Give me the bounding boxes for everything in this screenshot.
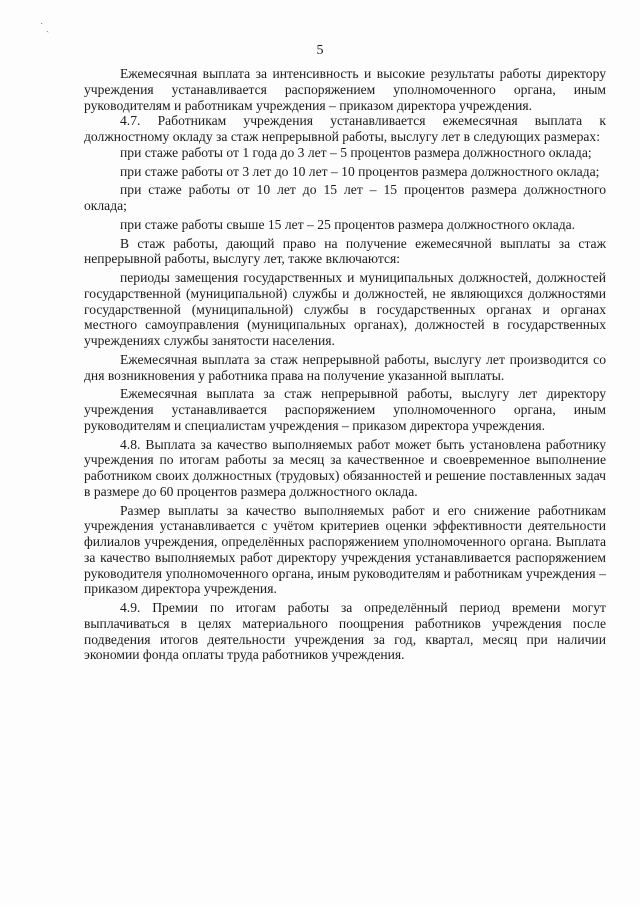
page-number: 5 bbox=[316, 43, 324, 58]
paragraph-intensity-payment: Ежемесячная выплата за интенсивность и высокие результаты работы директору учреждения устанавливается распоряжением уполномоченного органа, иным руководителям и работникам учреждения – приказом директора учреждения. bbox=[84, 66, 606, 113]
paragraph-tenure-1-3: при стаже работы от 1 года до 3 лет – 5 процентов размера должностного оклада; bbox=[120, 144, 592, 160]
paragraph-service-periods: периоды замещения государственных и муниципальных должностей, должностей государственной (муниципальной) службы и должностей, не являющихся должностями государственной (муниципальной) службы в государственных органах и органах местного самоуправления (муниципальных органах), должностей в государственных учреждениях службы занятости населения. bbox=[84, 270, 606, 348]
paragraph-tenure-includes: В стаж работы, дающий право на получение ежемесячной выплаты за стаж непрерывной работы, выслугу лет, также включаются: bbox=[84, 235, 606, 267]
paragraph-quality-size: Размер выплаты за качество выполняемых работ и его снижение работникам учреждения устанавливается с учётом критериев оценки эффективности деятельности филиалов учреждения, определённых распоряжением уполномоченного органа. Выплата за качество выполняемых работ директору учреждения устанавливается распоряжением руководителя уполномоченного органа, иным руководителям и работникам учреждения – приказом директора учреждения. bbox=[84, 502, 606, 597]
paragraph-tenure-director: Ежемесячная выплата за стаж непрерывной работы, выслугу лет директору учреждения устанавливается распоряжением уполномоченного органа, иным руководителям и специалистам учреждения – приказом директора учреждения. bbox=[84, 386, 606, 433]
paragraph-tenure-10-15: при стаже работы от 10 лет до 15 лет – 15 процентов размера должностного оклада; bbox=[84, 182, 606, 213]
document-body bbox=[84, 66, 606, 663]
paragraph-tenure-start: Ежемесячная выплата за стаж непрерывной работы, выслугу лет производится со дня возникновения у работника права на получение указанной выплаты. bbox=[84, 351, 606, 383]
paragraph-tenure-3-10: при стаже работы от 3 лет до 10 лет – 10 процентов размера должностного оклада; bbox=[120, 163, 600, 179]
paragraph-4-8: 4.8. Выплата за качество выполняемых работ может быть установлена работнику учреждения по итогам работы за месяц за качественное и своевременное выполнение работником своих должностных (трудовых) обязанностей и решение поставленных задач в размере до 60 процентов размера должностного оклада. bbox=[84, 436, 606, 499]
paragraph-4-7: 4.7. Работникам учреждения устанавливается ежемесячная выплата к должностному окладу за стаж непрерывной работы, выслугу лет в следующих размерах: bbox=[84, 113, 606, 144]
paragraph-tenure-over-15: при стаже работы свыше 15 лет – 25 процентов размера должностного оклада. bbox=[120, 216, 576, 232]
paragraph-4-9: 4.9. Премии по итогам работы за определённый период времени могут выплачиваться в целях материального поощрения работников учреждения после подведения итогов деятельности учреждения за год, квартал, месяц при наличии экономии фонда оплаты труда работников учреждения. bbox=[84, 600, 606, 663]
scan-marks: ˙ ˎ bbox=[40, 22, 50, 33]
